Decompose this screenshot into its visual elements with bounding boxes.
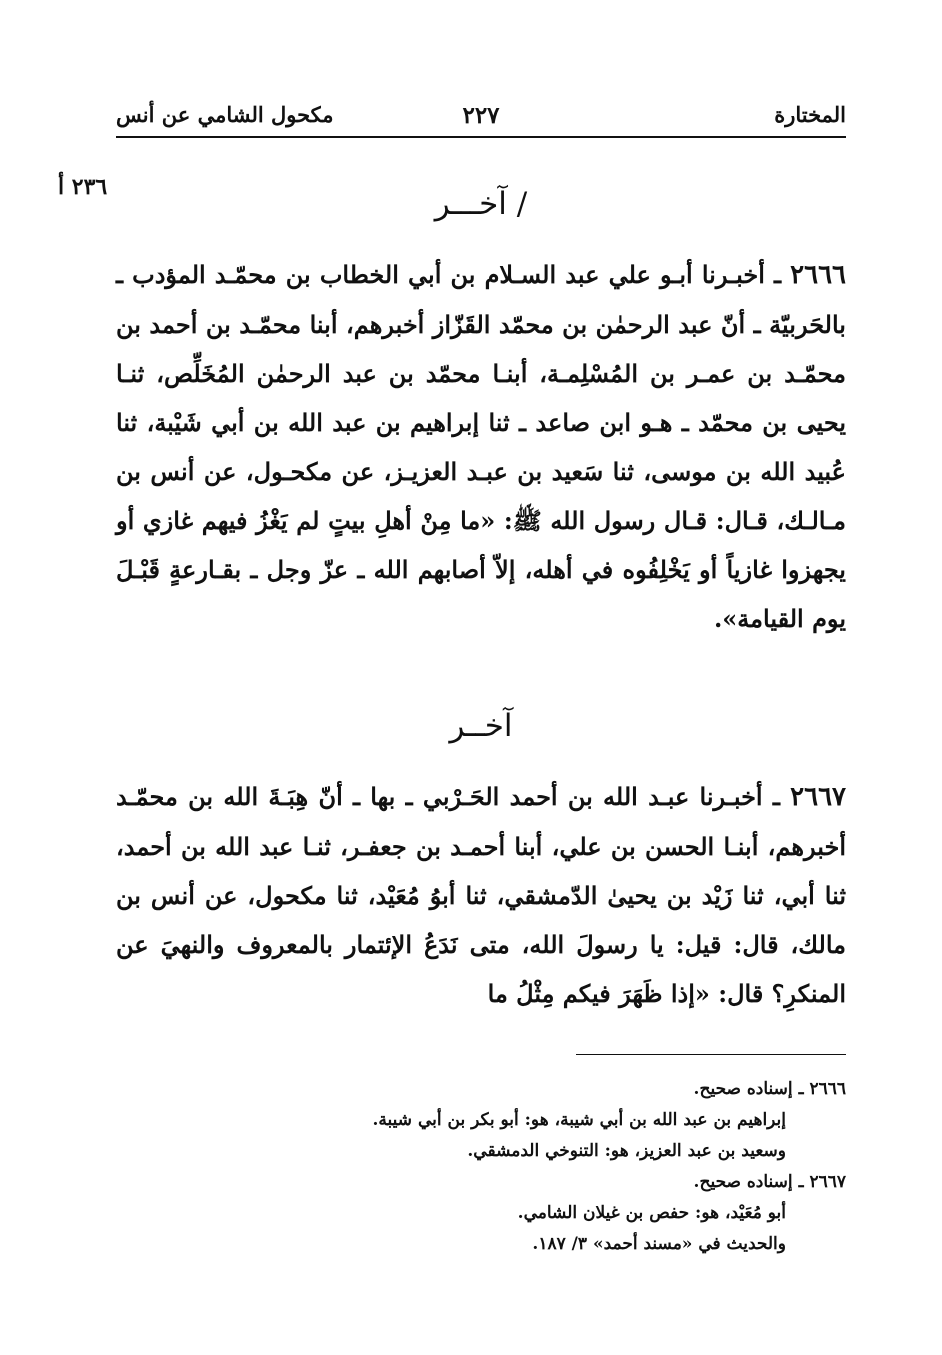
- hadith-number: ٢٦٦٦: [790, 260, 846, 290]
- chapter-title: مكحول الشامي عن أنس: [116, 102, 334, 127]
- footnote-line: والحديث في «مسند أحمد» ٣/ ١٨٧.: [532, 1234, 786, 1254]
- footnotes: [116, 1074, 846, 1260]
- hadith-paragraph-2666: [116, 250, 846, 643]
- section-heading-2: آخــر: [449, 708, 513, 744]
- hadith-text: ـ أخبـرنا عبـد الله بن أحمد الحَـرْبي ـ بها ـ أنّ هِبَـةَ الله بن محمّـد أخبرهم، أبنـا الحسن بن علي، أبنا أحمـد بن جعفـر، ثنـا عبد الله بن أحمد، ثنا أبي، ثنا زَيْد بن يحيىٰ الدّمشقي، ثنا أبوُ مُعَيْد، ثنا مكحول، عن أنس بن مالك، قال: قيل: يا رسولَ الله، متى نَدَعُ الإئتمار بالمعروف والنهيَ عن المنكرِ؟ قال: «إذا ظَهَرَ فيكم مِثْلُ ما: [116, 782, 847, 1008]
- page-header: [116, 98, 846, 138]
- book-title: المختارة: [774, 102, 846, 127]
- hadith-text: ـ أخبـرنا أبـو علي عبد السـلام بن أبي الخطاب بن محمّـد المؤدب ـ بالحَربيّة ـ أنّ عبد الرحمٰن بن محمّد القَزّاز أخبرهم، أبنا محمّـد بن أحمد بن محمّـد بن عمـر بن المُسْلِمـة، أبنـا محمّد بن عبد الرحمٰن المُخَلِّص، ثنـا يحيى بن محمّد ـ هـو ابن صاعد ـ ثنا إبراهيم بن عبد الله بن أبي شَيْبة، ثنا عُبيد الله بن موسى، ثنا سَعيد بن عبـد العزيـز، عن مكحـول، عن أنس بن مـالـك، قـال: قـال رسول الله ﷺ: «ما مِنْ أهلِ بيتٍ لم يَغْزُ فيهم غازي أو يجهزوا غازياً أو يَخْلِفُوه في أهله، إلاّ أصابهم الله ـ عزّ وجل ـ بقـارعةٍ قَبْـلَ يوم القيامة».: [116, 260, 846, 633]
- footnote-line: ٢٦٦٦ ـ إسناده صحيح.: [693, 1079, 846, 1099]
- footnote-line: وسعيد بن عبد العزيز، هو: التنوخي الدمشقي.: [467, 1141, 786, 1161]
- manuscript-folio-note: ٢٣٦ أ: [58, 174, 108, 200]
- footnote-line: إبراهيم بن عبد الله بن أبي شيبة، هو: أبو بكر بن أبي شيبة.: [372, 1110, 786, 1130]
- section-heading-1: / آخـــر: [434, 186, 528, 222]
- footnote-line: ٢٦٦٧ ـ إسناده صحيح.: [693, 1172, 846, 1192]
- header-divider: [116, 136, 846, 138]
- page-number: ٢٢٧: [462, 102, 500, 129]
- hadith-number: ٢٦٦٧: [790, 782, 846, 812]
- footnote-line: أبو مُعَيْد، هو: حفص بن غيلان الشامي.: [517, 1203, 786, 1223]
- hadith-paragraph-2667: [116, 772, 846, 1018]
- footnote-divider: [576, 1054, 846, 1055]
